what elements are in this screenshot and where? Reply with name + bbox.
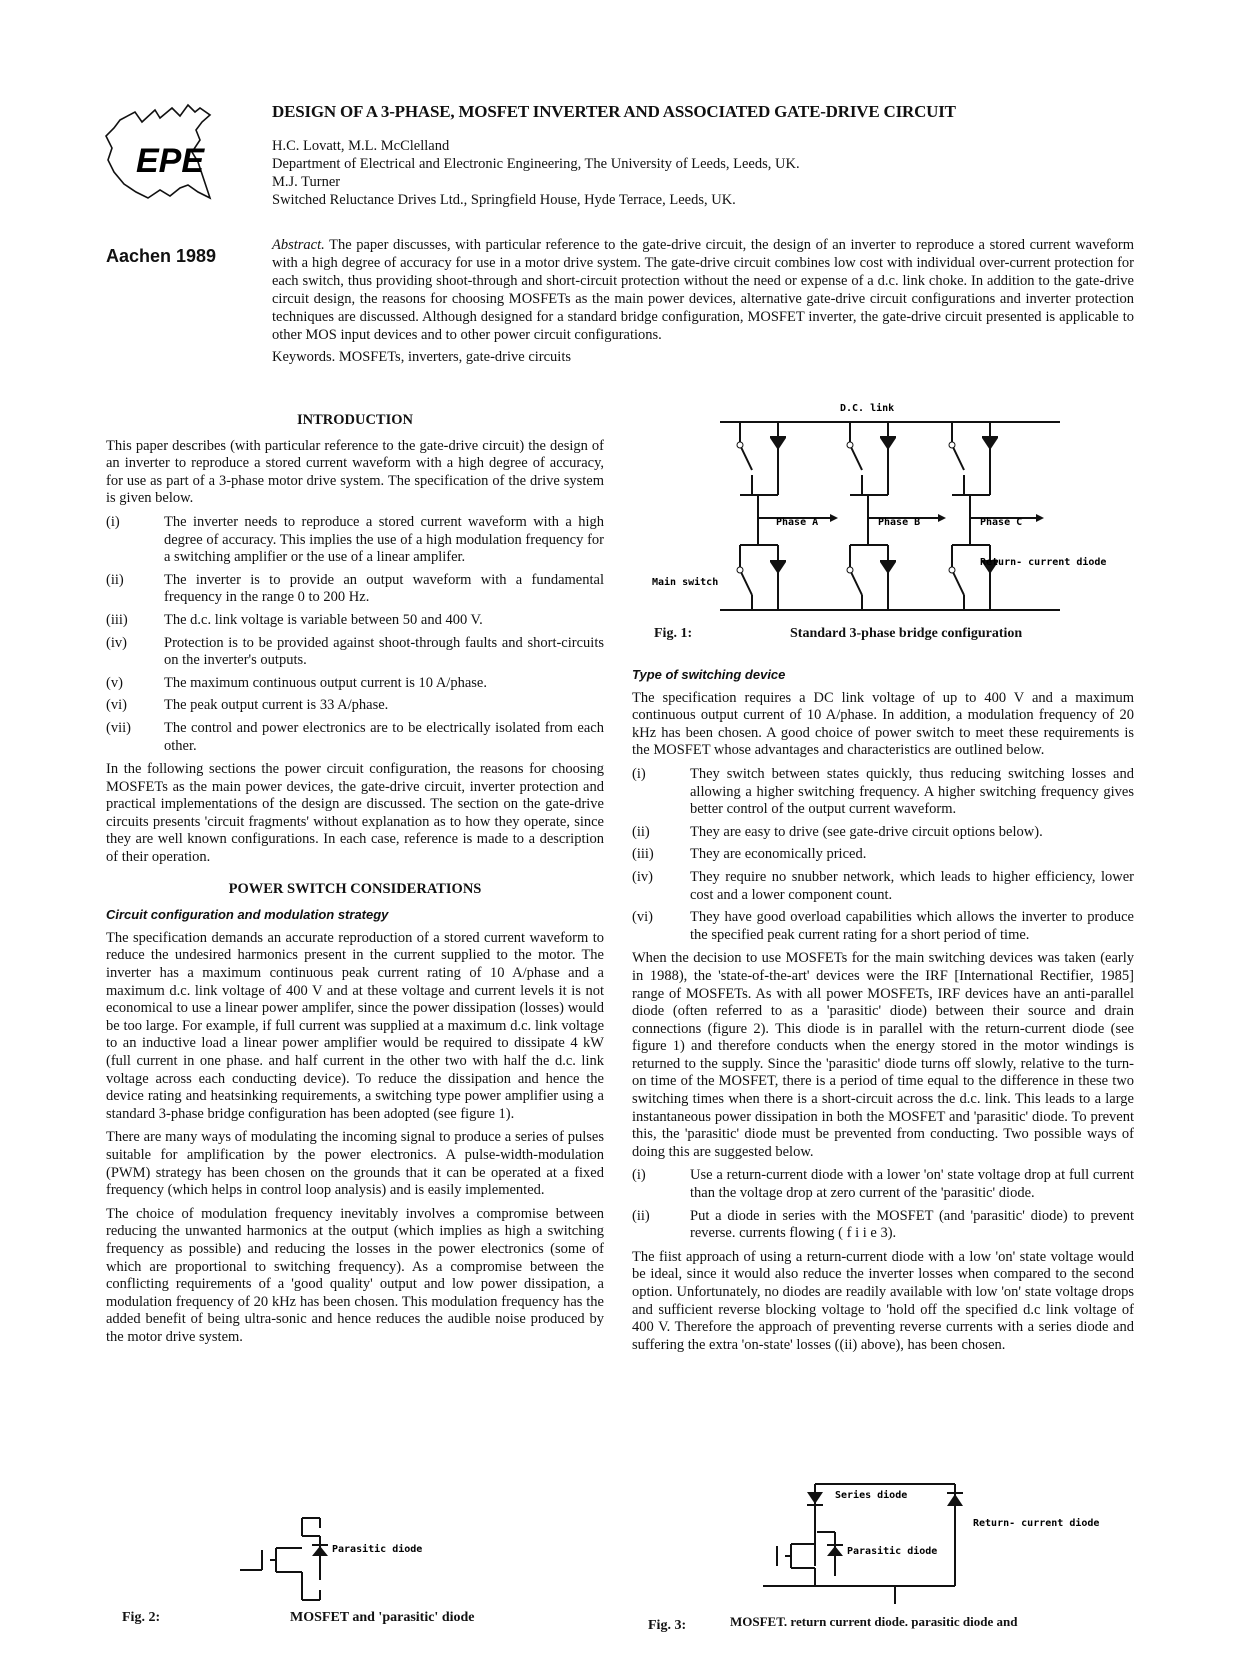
fig3-caption: MOSFET. return current diode. parasitic diode and (730, 1614, 1018, 1629)
spec-list (106, 514, 604, 755)
affiliation-2: Switched Reluctance Drives Ltd., Springfield House, Hyde Terrace, Leeds, UK. (272, 192, 736, 208)
mosfet-diagram (240, 1508, 440, 1603)
intro-heading: INTRODUCTION (296, 412, 413, 428)
left-column (106, 412, 604, 1353)
list-item: (vi) They have good overload capabilities which allows the inverter to produce the specified peak current rating for a short period of time. (632, 909, 1134, 943)
svg-text:Phase B: Phase B (878, 517, 921, 528)
svg-text:Phase C: Phase C (980, 517, 1023, 528)
fig2-number: Fig. 2: (122, 1610, 161, 1625)
svg-text:EPE: EPE (136, 142, 205, 180)
intro-paragraph-2: In the following sections the power circuit configuration, the reasons for choosing MOSFETs as the main power devices, the gate-drive circuit, inverter protection and practical implementations of the design are discussed. The section on the gate-drive circuits presents 'circuit fragments' without explanation as to how they operate, since they are well known configurations. In each case, reference is made to a description of their operation. (106, 761, 604, 866)
svg-text:Parasitic diode: Parasitic diode (332, 1544, 423, 1555)
list-item: (vii) The control and power electronics are to be electrically isolated from each other. (106, 719, 604, 754)
list-item: (iv) They require no snubber network, which leads to higher efficiency, lower cost and a lower component count. (632, 868, 1134, 903)
svg-text:Series diode: Series diode (835, 1490, 908, 1501)
circuit-paragraph-2: There are many ways of modulating the incoming signal to produce a series of pulses suitable for amplification by the power electronics. A pulse-width-modulation (PWM) strategy has been chosen on the grounds that it can be operated at a fixed frequency (which helps in control loop analysis) and is easily implemented. (106, 1129, 604, 1199)
power-switch-heading: POWER SWITCH CONSIDERATIONS (228, 880, 482, 897)
circuit-paragraph-3: The choice of modulation frequency inevitably involves a compromise between reducing the unwanted harmonics at the output (which implies as high a switching frequency as possible) and reducing the losses in the power electronics (some of which are proportional to switching frequency). As a compromise between the conflicting requirements of a 'good quality' output and low power dissipation, a modulation frequency of 20 kHz has been chosen. This modulation frequency has the added benefit of being ultra-sonic and hence reduces the audible noise produced by the motor drive system. (106, 1205, 604, 1345)
abstract-label: Abstract. (272, 237, 325, 253)
europe-map-logo (100, 100, 220, 210)
figure-1 (652, 400, 1150, 615)
list-item: (vi) The peak output current is 33 A/phase. (106, 697, 389, 714)
epe-logo (100, 100, 220, 210)
affiliation-1: Department of Electrical and Electronic Engineering, The University of Leeds, Leeds, UK. (272, 156, 800, 172)
list-item: (iv) Protection is to be provided against shoot-through faults and short-circuits on the inverter's outputs. (106, 634, 604, 669)
advantages-list (632, 766, 1134, 944)
paper-title: DESIGN OF A 3-PHASE, MOSFET INVERTER AND ASSOCIATED GATE-DRIVE CIRCUIT (272, 102, 956, 121)
list-item: (iii) The d.c. link voltage is variable between 50 and 400 V. (106, 611, 483, 628)
bridge-circuit-diagram (652, 400, 1150, 615)
authors-1: H.C. Lovatt, M.L. McClelland (272, 138, 450, 154)
svg-text:Return- current diode: Return- current diode (973, 1518, 1100, 1529)
switch-subhead: Type of switching device (632, 667, 786, 682)
fig1-number: Fig. 1: (654, 626, 693, 641)
fig2-caption: MOSFET and 'parasitic' diode (290, 1610, 475, 1625)
list-item: (i) Use a return-current diode with a lower 'on' state voltage drop at full current than the voltage drop at zero current of the 'parasitic' diode. (632, 1167, 1134, 1202)
switch-paragraph-1: The specification requires a DC link voltage of up to 400 V and a maximum continuous output current of 10 A/phase. In addition, a modulation frequency of 20 kHz has been chosen. A good choice of power switch to meet these requirements is the MOSFET whose advantages and characteristics are outlined below. (632, 689, 1134, 759)
prevention-list (632, 1167, 1134, 1242)
fig3-number: Fig. 3: (648, 1618, 687, 1633)
list-item: (ii) The inverter is to provide an output waveform with a fundamental frequency in the range 0 to 200 Hz. (106, 571, 604, 606)
abstract (272, 236, 1134, 344)
circuit-subhead: Circuit configuration and modulation strategy (106, 907, 389, 923)
svg-text:D.C. link: D.C. link (840, 403, 895, 414)
list-item: (iii) They are economically priced. (632, 846, 867, 863)
right-column (632, 666, 1134, 1360)
switch-paragraph-3: The fiist approach of using a return-current diode with a low 'on' state voltage would be ideal, since it would also reduce the inverter losses when compared to the second option. Unfortunately, no diodes are readily available with low 'on' state voltage drops and sufficient reverse blocking voltage to 'hold off the specified d.c link voltage of 400 V. Therefore the approach of preventing reverse currents with a series diode and suffering the extra 'on-state' losses ((ii) above), has been chosen. (632, 1248, 1134, 1353)
switch-paragraph-2: When the decision to use MOSFETs for the main switching devices was taken (early in 1988), the 'state-of-the-art' devices were the IRF [International Rectifier, 1985] range of MOSFETs. As with all power MOSFETs, IRF devices have an anti-parallel diode (often referred to as a 'parasitic' diode) between their source and drain connections (figure 2). This diode is in parallel with the return-current diode (see figure 1) and therefore conducts when the energy stored in the motor windings is returned to the supply. Since the 'parasitic' diode turns off slowly, relative to the turn-on time of the MOSFET, there is a period of time equal to the difference in these two switching times when there is a short-circuit across the d.c. link. This leads to a large instantaneous power dissipation in both the MOSFET and 'parasitic' diode. To prevent this, the 'parasitic' diode must be prevented from conducting. Two possible ways of doing this are suggested below. (632, 950, 1134, 1160)
conference-label: Aachen 1989 (106, 246, 217, 266)
list-item: (i) The inverter needs to reproduce a stored current waveform with a high degree of accuracy. This implies the use of a high modulation frequency for a switching amplifier or the use of a linear amplifer. (106, 513, 604, 566)
svg-text:Main switch: Main switch (652, 577, 719, 588)
list-item: (ii) Put a diode in series with the MOSFET (and 'parasitic' diode) to prevent reverse. currents flowing ( f i i e 3). (632, 1207, 1134, 1242)
intro-paragraph-1: This paper describes (with particular reference to the gate-drive circuit) the design of an inverter to reproduce a stored current waveform with a high degree of accuracy, for use as part of a 3-phase motor drive system. The specification of the drive system is given below. (106, 437, 604, 507)
circuit-paragraph-1: The specification demands an accurate reproduction of a stored current waveform to reduce the undesired harmonics present in the current supplied to the motor. The inverter has a maximum continuous peak current rating of 10 A/phase and a maximum d.c. link voltage of 400 V and at these voltage and current levels it is not economical to use a linear power amplifer, since the power dissipation (losses) would be too large. For example, if full current was supplied at a maximum d.c. link voltage to an inductive load a linear power amplifier would be required to dissipate 4 kW (full current in one phase. and half current in the other two with half the d.c. link voltage across each conducting device). To reduce the dissipation and hence the device rating and heatsinking requirements, a switching type power amplifier using a standard 3-phase bridge configuration has been adopted (see figure 1). (106, 929, 604, 1122)
figure-2 (240, 1508, 440, 1603)
mosfet-series-diode-diagram (755, 1476, 1125, 1608)
list-item: (ii) They are easy to drive (see gate-drive circuit options below). (632, 823, 1043, 840)
svg-text:Return- current diode: Return- current diode (980, 557, 1107, 568)
fig1-caption: Standard 3-phase bridge configuration (790, 626, 1023, 641)
svg-text:Phase A: Phase A (776, 517, 819, 528)
figure-3 (755, 1476, 1125, 1608)
keywords: Keywords. MOSFETs, inverters, gate-drive circuits (272, 349, 571, 365)
abstract-text: The paper discusses, with particular reference to the gate-drive circuit, the design of an inverter to reproduce a stored current waveform with a high degree of accuracy for use in a motor drive system. The gate-drive circuit combines low cost with individual over-current protection for each switch, thus providing shoot-through and short-circuit protection without the need or expense of a d.c. link choke. In addition to the gate-drive circuit design, the reasons for choosing MOSFETs as the main power devices, alternative gate-drive circuit configurations and inverter protection techniques are discussed. Although designed for a standard bridge configuration, MOSFET inverter, the gate-drive circuit presented is applicable to other MOS input devices and to other power circuit configurations. (272, 237, 1134, 343)
svg-text:Parasitic diode: Parasitic diode (847, 1546, 938, 1557)
list-item: (i) They switch between states quickly, thus reducing switching losses and allowing a higher switching frequency. A higher switching frequency gives better control of the output current waveform. (632, 765, 1134, 818)
authors-2: M.J. Turner (272, 174, 341, 190)
list-item: (v) The maximum continuous output current is 10 A/phase. (106, 674, 487, 691)
